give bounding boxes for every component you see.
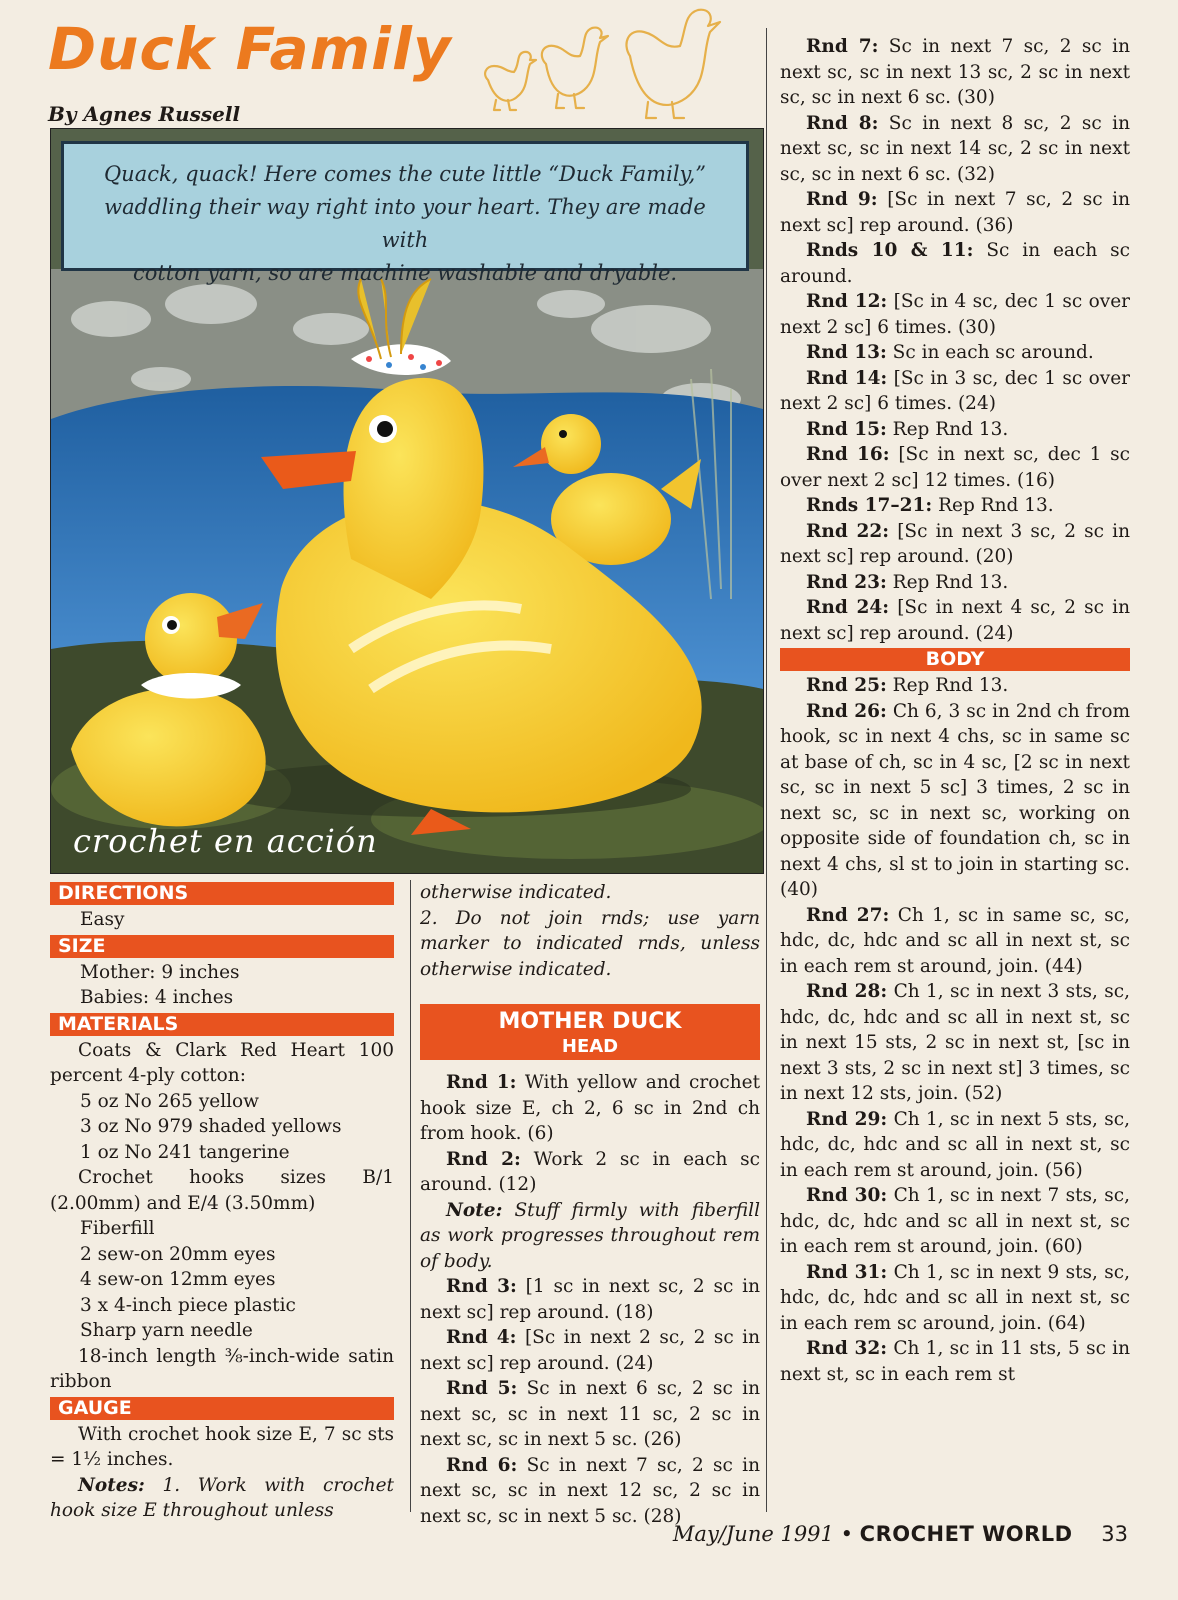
notes-continued: otherwise indicated. xyxy=(420,882,612,903)
round-label: Rnd 7: xyxy=(806,36,879,57)
round-text: Ch 1, sc in next 5 sts, sc, hdc, dc, hdc and sc all in next st, sc in each rem st around, join. (56) xyxy=(780,1108,1130,1181)
head-rounds-continued xyxy=(780,34,1130,646)
body-heading: BODY xyxy=(780,648,1130,671)
duck-family-photo xyxy=(50,128,764,874)
round-label: Rnds 10 & 11: xyxy=(806,240,974,261)
round-text: Stuff firmly with fiberfill as work progresses throughout rem of body. xyxy=(420,1199,760,1272)
section-subtitle: HEAD xyxy=(561,1036,619,1057)
pattern-round xyxy=(420,1376,760,1453)
round-label: Rnd 28: xyxy=(806,981,888,1002)
photo-watermark: crochet en acción xyxy=(73,822,378,860)
pattern-round xyxy=(780,442,1130,493)
round-text: [Sc in next 7 sc, 2 sc in next sc] rep around. (36) xyxy=(780,189,1130,236)
round-text: Rep Rnd 13. xyxy=(892,675,1009,696)
materials-item: 3 oz No 979 shaded yellows xyxy=(80,1116,342,1137)
page-footer xyxy=(658,1522,1128,1546)
pattern-round xyxy=(780,979,1130,1107)
pattern-round xyxy=(420,1274,760,1325)
round-text: Sc in each sc around. xyxy=(780,240,1130,287)
column-divider xyxy=(766,28,767,1512)
round-label: Rnd 25: xyxy=(806,675,887,696)
size-item: Babies: 4 inches xyxy=(80,987,234,1008)
round-label: Rnd 3: xyxy=(446,1276,517,1297)
intro-box xyxy=(61,141,749,285)
pattern-round xyxy=(780,570,1130,596)
round-label: Rnd 12: xyxy=(806,291,888,312)
round-text: [Sc in next 2 sc, 2 sc in next sc] rep around. (24) xyxy=(420,1327,760,1374)
round-text: Sc in each sc around. xyxy=(892,342,1094,363)
pattern-round xyxy=(780,187,1130,238)
round-label: Rnd 13: xyxy=(806,342,887,363)
issue-date: May/June 1991 xyxy=(672,1522,834,1546)
mother-duck-rounds xyxy=(420,1070,760,1529)
pattern-round xyxy=(780,238,1130,289)
pattern-round xyxy=(780,903,1130,980)
notes-body: 1. Work with crochet hook size E throughout unless xyxy=(50,1474,394,1521)
directions-heading: DIRECTIONS xyxy=(50,882,394,905)
page-title: Duck Family xyxy=(48,15,452,83)
pattern-round xyxy=(780,1107,1130,1184)
round-label: Rnd 30: xyxy=(806,1185,888,1206)
pattern-round xyxy=(780,366,1130,417)
materials-item: Crochet hooks sizes B/1 (2.00mm) and E/4 (3.50mm) xyxy=(50,1167,394,1214)
round-label: Rnd 5: xyxy=(446,1378,518,1399)
pattern-round xyxy=(780,493,1130,519)
notes-label: Notes: xyxy=(78,1474,145,1496)
byline: By Agnes Russell xyxy=(48,102,241,126)
round-text: Work 2 sc in each sc around. (12) xyxy=(420,1148,760,1195)
materials-item: Fiberfill xyxy=(80,1218,155,1239)
round-label: Rnd 31: xyxy=(806,1261,888,1283)
duck-outline-illustration xyxy=(480,4,740,122)
round-text: Sc in next 7 sc, 2 sc in next sc, sc in next 12 sc, 2 sc in next sc, sc in next 5 sc. (28) xyxy=(420,1454,760,1527)
round-text: [Sc in next sc, dec 1 sc over next 2 sc] 12 times. (16) xyxy=(780,444,1130,491)
pattern-round xyxy=(780,1336,1130,1387)
round-text: [Sc in next 3 sc, 2 sc in next sc] rep around. (20) xyxy=(780,520,1130,567)
round-label: Rnd 32: xyxy=(806,1338,888,1359)
round-label: Rnd 29: xyxy=(806,1108,888,1130)
round-label: Rnd 24: xyxy=(806,597,890,618)
round-text: Ch 1, sc in next 7 sts, sc, hdc, dc, hdc and sc all in next st, sc in each rem st around, join. (60) xyxy=(780,1185,1130,1257)
round-text: Rep Rnd 13. xyxy=(938,495,1054,516)
pattern-round xyxy=(780,1260,1130,1337)
pattern-round xyxy=(420,1453,760,1530)
pattern-round xyxy=(420,1198,760,1275)
section-title: MOTHER DUCK xyxy=(498,1009,682,1034)
pattern-round xyxy=(420,1325,760,1376)
directions-text: Easy xyxy=(80,909,125,930)
round-label: Rnds 17–21: xyxy=(806,495,933,516)
materials-item: 1 oz No 241 tangerine xyxy=(80,1141,290,1163)
round-label: Rnd 8: xyxy=(806,112,879,134)
pattern-round xyxy=(780,595,1130,646)
pattern-round xyxy=(780,34,1130,111)
materials-item: 4 sew-on 12mm eyes xyxy=(80,1269,276,1290)
round-label: Rnd 4: xyxy=(446,1327,517,1348)
note-2: 2. Do not join rnds; use yarn marker to indicated rnds, unless otherwise indicated. xyxy=(420,907,760,980)
mother-duck-heading xyxy=(420,1004,760,1060)
round-text: Rep Rnd 13. xyxy=(892,571,1009,593)
round-text: Rep Rnd 13. xyxy=(892,418,1009,440)
pattern-round xyxy=(780,417,1130,443)
pattern-round xyxy=(780,289,1130,340)
round-label: Rnd 6: xyxy=(446,1454,518,1476)
middle-column xyxy=(420,880,760,1529)
round-text: [Sc in 3 sc, dec 1 sc over next 2 sc] 6 times. (24) xyxy=(780,367,1130,414)
footer-bullet: • xyxy=(840,1522,853,1546)
pattern-round xyxy=(780,111,1130,188)
round-label: Rnd 15: xyxy=(806,418,887,440)
pattern-round xyxy=(420,1070,760,1147)
pattern-round xyxy=(780,519,1130,570)
materials-item: 5 oz No 265 yellow xyxy=(80,1090,260,1112)
size-heading: SIZE xyxy=(50,935,394,958)
round-label: Rnd 26: xyxy=(806,700,887,722)
materials-item: 18-inch length ⅜-inch-wide satin ribbon xyxy=(50,1345,394,1392)
materials-item: Coats & Clark Red Heart 100 percent 4-ply cotton: xyxy=(50,1039,394,1086)
round-label: Rnd 2: xyxy=(446,1148,521,1170)
gauge-heading: GAUGE xyxy=(50,1397,394,1420)
intro-line: waddling their way right into your heart. They are made with xyxy=(104,195,706,252)
page-number: 33 xyxy=(1101,1522,1128,1546)
round-text: [Sc in 4 sc, dec 1 sc over next 2 sc] 6 times. (30) xyxy=(780,291,1130,338)
intro-line: Quack, quack! Here comes the cute little “Duck Family,” xyxy=(103,162,707,186)
materials-item: 2 sew-on 20mm eyes xyxy=(80,1243,276,1265)
right-column xyxy=(780,34,1130,1387)
round-text: Ch 6, 3 sc in 2nd ch from hook, sc in next 4 chs, sc in same sc at base of ch, sc in 4 sc, [2 sc in next sc, sc in next 5 sc] 3 times, 2 sc in next sc, sc in next sc, working on opposite side of foundation ch, sc in next 4 chs, sl st to join in starting sc. (40) xyxy=(780,700,1130,900)
round-text: Ch 1, sc in next 9 sts, sc, hdc, dc, hdc and sc all in next st, sc in each rem sc around, join. (64) xyxy=(780,1261,1130,1334)
pattern-round xyxy=(780,1183,1130,1260)
materials-item: 3 x 4-inch piece plastic xyxy=(80,1294,296,1316)
body-rounds xyxy=(780,673,1130,1387)
pattern-round xyxy=(780,340,1130,366)
materials-item: Sharp yarn needle xyxy=(80,1320,253,1341)
round-label: Rnd 1: xyxy=(446,1072,517,1093)
magazine-name: CROCHET WORLD xyxy=(859,1522,1073,1546)
pattern-round xyxy=(420,1147,760,1198)
pattern-round xyxy=(780,699,1130,903)
pattern-round xyxy=(780,673,1130,699)
intro-line: cotton yarn, so are machine washable and dryable. xyxy=(132,261,678,285)
round-text: Sc in next 7 sc, 2 sc in next sc, sc in next 13 sc, 2 sc in next sc, sc in next 6 sc. (30) xyxy=(780,36,1130,108)
round-text: [Sc in next 4 sc, 2 sc in next sc] rep around. (24) xyxy=(780,597,1130,644)
round-label: Rnd 22: xyxy=(806,520,890,542)
round-label: Rnd 16: xyxy=(806,444,890,465)
round-text: Ch 1, sc in same sc, sc, hdc, dc, hdc and sc all in next st, sc in each rem st around, join. (44) xyxy=(780,904,1130,977)
round-text: Ch 1, sc in next 3 sts, sc, hdc, dc, hdc and sc all in next st, sc in next 15 sts, 2 sc in next st, [sc in next 3 sts, 2 sc in next st] 3 times, sc in next 12 sts, join. (52) xyxy=(780,981,1130,1104)
gauge-text: With crochet hook size E, 7 sc sts = 1½ inches. xyxy=(50,1423,394,1470)
round-text: With yellow and crochet hook size E, ch 2, 6 sc in 2nd ch from hook. (6) xyxy=(420,1072,761,1144)
round-text: Sc in next 8 sc, 2 sc in next sc, sc in next 14 sc, 2 sc in next sc, sc in next 6 sc. (32) xyxy=(780,112,1130,185)
round-text: Ch 1, sc in 11 sts, 5 sc in next st, sc in each rem st xyxy=(780,1338,1130,1385)
size-item: Mother: 9 inches xyxy=(80,961,240,983)
round-text: Sc in next 6 sc, 2 sc in next sc, sc in next 11 sc, 2 sc in next sc, sc in next 5 sc. (26) xyxy=(420,1378,760,1450)
round-label: Rnd 23: xyxy=(806,571,887,593)
round-label: Rnd 14: xyxy=(806,367,888,389)
notes-text xyxy=(50,1473,394,1524)
column-divider xyxy=(410,880,411,1512)
round-label: Note: xyxy=(446,1199,503,1221)
round-label: Rnd 9: xyxy=(806,189,878,210)
round-text: [1 sc in next sc, 2 sc in next sc] rep around. (18) xyxy=(420,1276,760,1323)
left-column xyxy=(50,880,394,1524)
materials-heading: MATERIALS xyxy=(50,1013,394,1036)
round-label: Rnd 27: xyxy=(806,904,890,926)
